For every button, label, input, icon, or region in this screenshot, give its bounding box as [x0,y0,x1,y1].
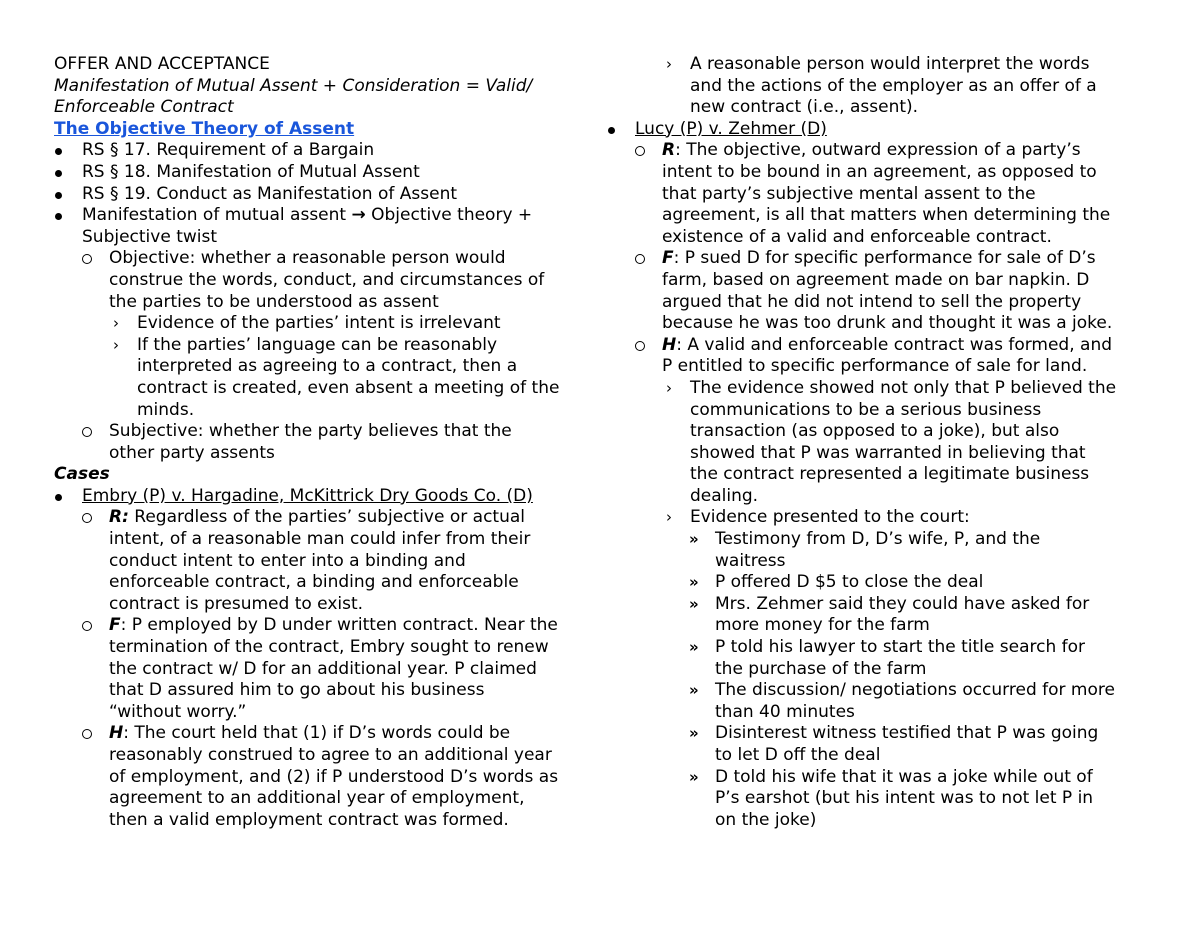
double-chevron-icon: » [689,573,699,592]
circle-bullet-icon [82,723,92,746]
subtitle-line-1: Manifestation of Mutual Assent + Consideration = Valid/ [54,75,533,96]
case-name: Lucy (P) v. Zehmer (D) [635,118,827,139]
double-chevron-icon: » [689,681,699,700]
document-title: OFFER AND ACCEPTANCE [54,54,270,74]
circle-bullet-icon [82,507,92,530]
case-holding: H: The court held that (1) if D’s words could be reasonably construed to agree to an additional year of employment, and (2) if P understood D’s words as agreement to an additional year of employment, then a valid employment contract was formed. [54,723,604,831]
double-chevron-icon: » [689,530,699,549]
holding-subitem: › Evidence presented to the court: [666,507,970,528]
evidence-item: » Testimony from D, D’s wife, P, and the waitress [689,529,1041,571]
bullet-icon [54,486,74,508]
objective-subitem: › Evidence of the parties’ intent is irrelevant [113,313,501,334]
chevron-right-icon: › [666,55,672,73]
case-rule: R: The objective, outward expression of a party’s intent to be bound in an agreement, as opposed to that party’s subjective mental assent to the agreement, is all that matters when determining the existence of a valid and enforceable contract. [607,140,1167,248]
evidence-item: » Mrs. Zehmer said they could have asked for more money for the farm [689,593,1090,636]
bullet-item-mutual-assent: Manifestation of mutual assent → Objective theory + Subjective twist [54,205,604,248]
chevron-right-icon: › [113,314,119,333]
arrow-right-icon: → [351,205,366,226]
chevron-right-icon: › [666,508,672,527]
bullet-icon [54,162,74,184]
double-chevron-icon: » [689,594,699,613]
double-chevron-icon: » [689,638,699,657]
holding-subitem: › The evidence showed not only that P believed the communications to be a serious business transaction (as opposed to a joke), but also showed that P was warranted in believing that the contract represented a legitimate business dealing. [666,377,1117,506]
section-heading-link[interactable]: The Objective Theory of Assent [54,118,355,139]
double-chevron-icon: » [689,767,699,786]
case-embry [54,486,604,508]
case-lucy [607,119,1167,141]
holding-subitem: › A reasonable person would interpret the words and the actions of the employer as an offer of a new contract (i.e., assent). [666,54,1097,118]
bullet-icon [54,140,74,162]
bullet-item: RS § 17. Requirement of a Bargain [54,140,604,162]
chevron-right-icon: › [113,335,119,354]
bullet-item: RS § 19. Conduct as Manifestation of Assent [54,184,604,206]
case-name: Embry (P) v. Hargadine, McKittrick Dry Goods Co. (D) [82,485,533,506]
evidence-item: » D told his wife that it was a joke while out of P’s earshot (but his intent was to not let P in on the joke) [689,766,1094,830]
bullet-item: RS § 18. Manifestation of Mutual Assent [54,162,604,184]
case-holding: H: A valid and enforceable contract was formed, and P entitled to specific performance of sale for land. [607,335,1167,378]
subtitle-line-2: Enforceable Contract [54,97,234,118]
chevron-right-icon: › [666,378,672,397]
evidence-item: » P offered D $5 to close the deal [689,572,984,593]
circle-bullet-icon [82,615,92,638]
circle-bullet-icon [82,421,92,444]
circle-bullet-icon [635,335,645,358]
evidence-item: » The discussion/ negotiations occurred for more than 40 minutes [689,680,1115,722]
circle-bullet-icon [82,248,92,271]
evidence-item: » Disinterest witness testified that P was going to let D off the deal [689,723,1099,765]
case-facts: F: P sued D for specific performance for sale of D’s farm, based on agreement made on bar napkin. D argued that he did not intend to sell the property because he was too drunk and thought it was a joke. [607,248,1167,334]
bullet-icon [54,205,74,227]
cases-heading: Cases [54,464,110,485]
objective-item: Objective: whether a reasonable person would construe the words, conduct, and circumstances of the parties to be understood as assent [54,248,604,313]
left-column [54,54,604,831]
subjective-item: Subjective: whether the party believes that the other party assents [54,421,604,464]
circle-bullet-icon [635,248,645,271]
circle-bullet-icon [635,140,645,163]
case-facts: F: P employed by D under written contract. Near the termination of the contract, Embry sought to renew the contract w/ D for an additional year. P claimed that D assured him to go about his business “without worry.” [54,615,604,723]
evidence-item: » P told his lawyer to start the title search for the purchase of the farm [689,637,1086,679]
bullet-icon [54,184,74,206]
double-chevron-icon: » [689,724,699,743]
right-column [607,54,1167,831]
bullet-icon [607,119,627,141]
objective-subitem: › If the parties’ language can be reasonably interpreted as agreeing to a contract, then a contract is created, even absent a meeting of the minds. [113,334,560,420]
case-rule: R: Regardless of the parties’ subjective or actual intent, of a reasonable man could infer from their conduct intent to enter into a binding and enforceable contract, a binding and enforceable contract is presumed to exist. [54,507,604,615]
